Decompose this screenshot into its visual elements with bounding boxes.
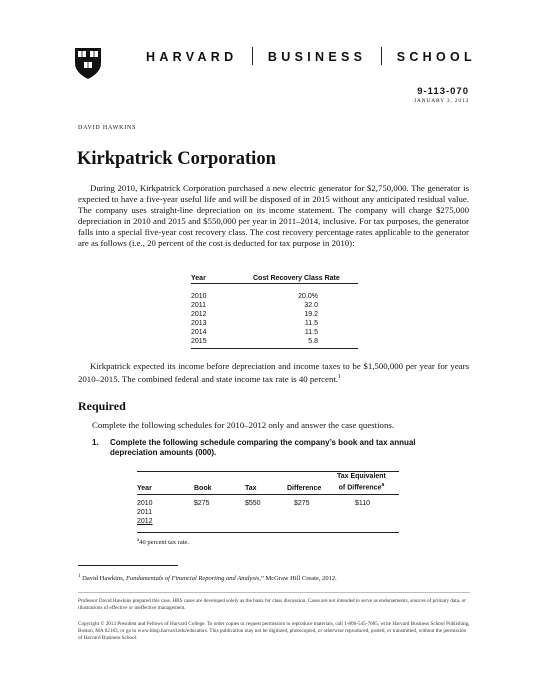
cell-year: 2012 [191,311,207,318]
header-year: Year [191,275,206,282]
required-heading: Required [78,399,126,413]
cell-year-2010: 2010 [137,500,153,507]
income-paragraph-body: Kirkpatrick expected its income before depreciation and income taxes to be $1,500,000 per year for years 2010–2015. The combined federal and state income tax rate is 40 percent. [78,361,469,384]
cell-year: 2010 [191,293,207,300]
header-year: Year [137,485,152,492]
cell-year: 2015 [191,338,207,345]
table-row [191,301,358,310]
table-bottom-rule [191,348,358,349]
author-name: DAVID HAWKINS [78,125,137,131]
header-book: Book [194,485,212,492]
cell-tax-2010: $550 [245,500,261,507]
table-bottom-rule [137,532,399,533]
wordmark-business: BUSINESS [267,50,367,64]
table-row [191,328,358,337]
intro-paragraph-text: During 2010, Kirkpatrick Corporation purchased a new electric generator for $2,750,000. The generator is expected to have a five-year useful life and will be disposed of in 2015 without any anticipated residual value. The company uses straight-line depreciation on its income statement. The company will charge $275,000 depreciation in 2010 and 2015 and $550,000 per year in 2011–2014, inclusive. For tax purposes, the generator falls into a special five-year cost recovery class. The cost recovery percentage rates applicable to the generator are as follows (i.e., 20 percent of the cost is deducted for tax purpose in 2010): [78,183,469,249]
copyright-notice: Copyright © 2013 President and Fellows of Harvard College. To order copies or request permission to reproduce materials, call 1-800-545-7685, write Harvard Business School Publishing, Boston, MA 02163, or go to www.hbsp.harvard.edu/educators. This publication may not be digitized, photocopied, or otherwise reproduced, posted, or transmitted, without the permission of Harvard Business School. [78,621,470,641]
table-row [191,310,358,319]
cell-book-2010: $275 [194,500,210,507]
header-tax: Tax [245,485,257,492]
harvard-shield-logo [74,47,102,80]
header-tax-equivalent-line2: of Difference [338,484,382,491]
header-tax-equivalent [337,473,386,492]
legal-disclaimer: Professor David Hawkins prepared this case. HBS cases are developed solely as the basis for class discussion. Cases are not intended to serve as endorsements, sources of primary data, or illustrations of effective or ineffective management. [78,598,466,611]
footnote-rest: ,” McGraw Hill Create, 2012. [259,575,337,583]
table-header [137,472,399,494]
table-body [191,292,358,346]
header-note-mark: a [381,481,385,488]
cell-year: 2014 [191,329,207,336]
table-note-mark: a [137,538,140,543]
cell-rate: 32.0 [304,302,318,309]
table-note [137,538,189,546]
cell-rate: 20.0% [298,293,318,300]
table-body [137,500,399,532]
cell-rate: 11.5 [304,329,318,336]
legal-divider [78,592,470,593]
header-tax-equivalent-line1: Tax Equivalent [337,472,386,480]
depreciation-schedule-table [137,471,399,533]
table-row [191,319,358,328]
cell-year-2012: 2012 [137,518,153,525]
case-title: Kirkpatrick Corporation [77,149,276,169]
header-rule [137,494,399,495]
cell-rate: 19.2 [304,311,318,318]
cell-year: 2013 [191,320,207,327]
income-paragraph [78,361,469,385]
cell-year-2011: 2011 [137,509,153,516]
cell-tax-equivalent-2010: $110 [355,500,371,507]
cell-year: 2011 [191,302,207,309]
footnote [78,574,337,582]
cell-difference-2010: $275 [294,500,310,507]
wordmark-harvard: HARVARD [146,50,238,64]
footnote-mark: 1 [78,574,81,579]
table-row [191,337,358,346]
footnote-author: David Hawkins, [82,575,126,583]
table-header [191,275,358,284]
header-rate: Cost Recovery Class Rate [253,275,340,282]
intro-paragraph [78,183,469,249]
cell-rate: 5.8 [308,338,318,345]
wordmark-school: SCHOOL [396,50,476,64]
required-instructions: Complete the following schedules for 2010–2012 only and answer the case questions. [92,420,394,430]
table-note-text: 40 percent tax rate. [139,539,190,547]
cell-rate: 11.5 [304,320,318,327]
case-number: 9-113-070 [417,86,469,97]
question-text: Complete the following schedule comparing the company’s book and tax annual depreciation amounts (000). [110,438,416,457]
income-paragraph-text [78,361,469,385]
header-difference: Difference [287,485,322,492]
wordmark-divider [381,47,382,65]
question-number: 1. [92,438,99,447]
table-row [191,292,358,301]
footnote-book-title: Fundamentals of Financial Reporting and Analysis [126,575,260,583]
footnote-ref: 1 [338,374,341,381]
case-date: JANUARY 3, 2013 [413,98,469,104]
school-wordmark [146,50,476,65]
recovery-rate-table [191,275,358,349]
footnote-divider [78,565,178,566]
wordmark-divider [252,47,253,65]
